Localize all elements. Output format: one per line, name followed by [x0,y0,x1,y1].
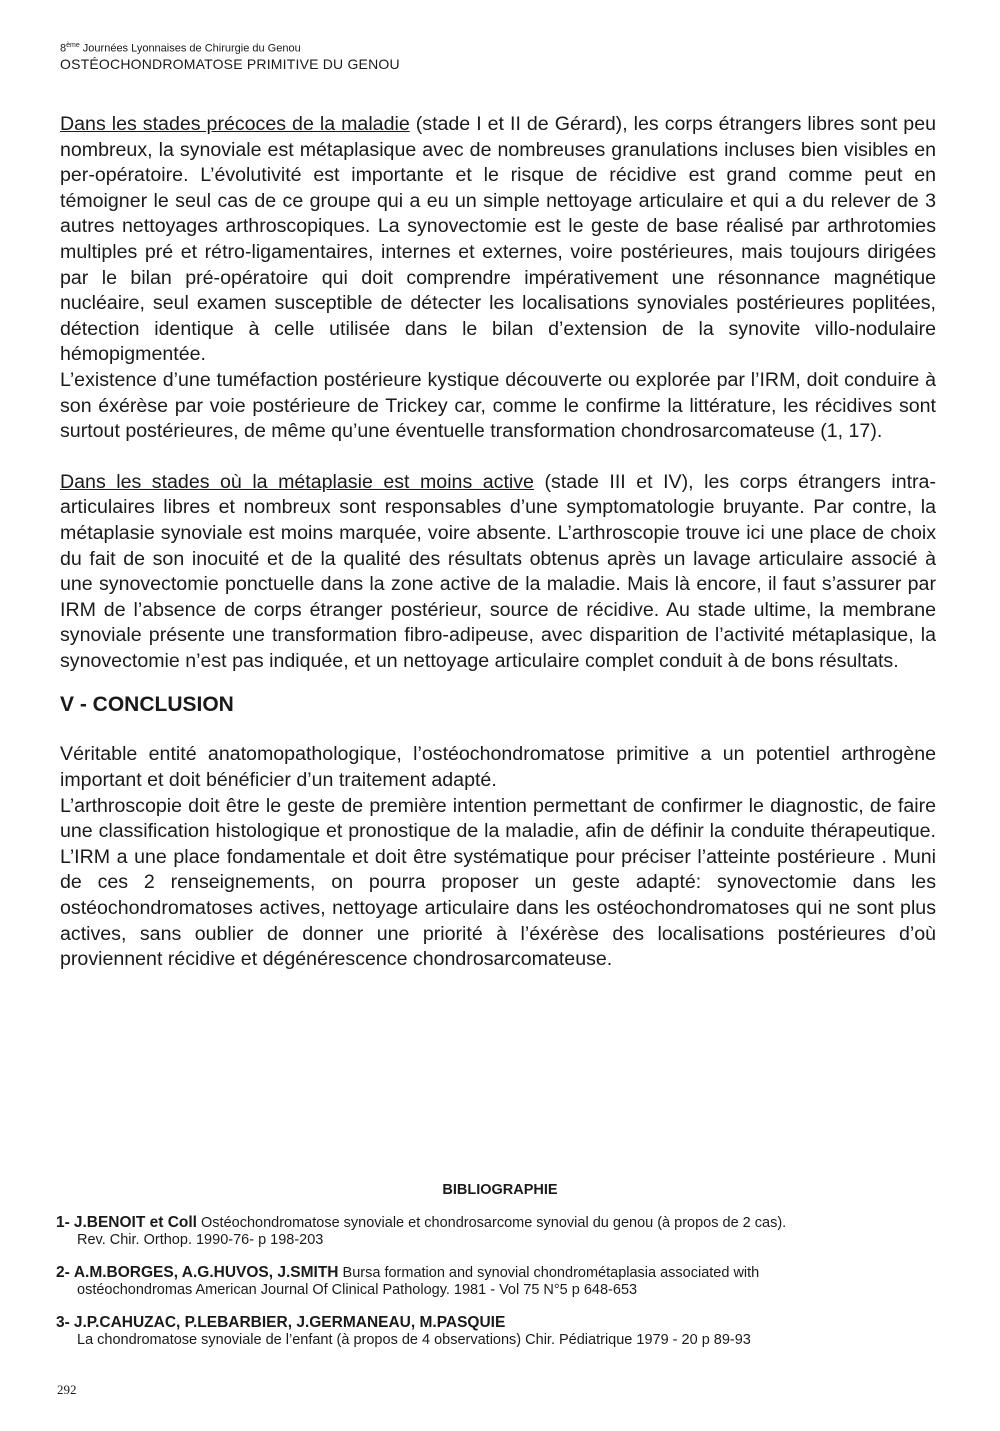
section-heading-conclusion: V - CONCLUSION [60,693,234,717]
bibliography-list [56,1214,936,1364]
reference-authors: J.BENOIT et Coll [73,1214,197,1231]
underlined-lead: Dans les stades précoces de la maladie [60,113,410,135]
reference-authors: J.P.CAHUZAC, P.LEBARBIER, J.GERMANEAU, M.PASQUIE [73,1314,506,1331]
bibliography-heading: BIBLIOGRAPHIE [442,1182,558,1198]
header-title: OSTÉOCHONDROMATOSE PRIMITIVE DU GENOU [60,55,400,72]
paragraph-conclusion-1: Véritable entité anatomopathologique, l’ostéochondromatose primitive a un potentiel arthrogène important et doit bénéficier d’un traitement adapté. [60,743,936,792]
reference-title: Bursa formation and synovial chondrométaplasia associated with [338,1265,760,1281]
header-conference-name: Journées Lyonnaises de Chirurgie du Genou [79,42,301,55]
running-header [60,38,400,72]
main-text [60,112,936,973]
reference-item [56,1264,936,1299]
reference-number: 2- [56,1264,70,1281]
reference-source: Rev. Chir. Orthop. 1990-76- p 198-203 [77,1232,324,1248]
paragraph-conclusion-2: L’arthroscopie doit être le geste de première intention permettant de confirmer le diagnostic, de faire une classification histologique et pronostique de la maladie, afin de définir la conduite thérapeutique. L’IRM a une place fondamentale et doit être systématique pour préciser l’atteinte postérieure . Muni de ces 2 renseignements, on pourra proposer un geste adapté: synovectomie dans les ostéochondromatoses actives, nettoyage articulaire dans les ostéochondromatoses qui ne sont plus actives, sans oublier de donner une priorité à l’éxérèse des localisations postérieures d’où proviennent récidive et dégénérescence chondrosarcomateuse. [60,794,936,971]
page-number: 292 [57,1382,77,1397]
underlined-lead: Dans les stades où la métaplasie est moins active [60,470,534,493]
reference-number: 1- [56,1214,70,1231]
paragraph-less-active-stages [60,470,936,675]
reference-number: 3- [56,1314,70,1331]
paragraph-text: (stade I et II de Gérard), les corps étrangers libres sont peu nombreux, la synoviale est métaplasique avec de nombreuses granulations incluses bien visibles en per-opératoire. L’évolutivité est importante et le risque de récidive est grand comme peut en témoigner le seul cas de ce groupe qui a eu un simple nettoyage articulaire et qui a du relever de 3 autres nettoyages arthroscopiques. La synovectomie est le geste de base réalisé par arthrotomies multiples pré et rétro-ligamentaires, internes et externes, voire postérieures, mais toujours dirigées par le bilan pré-opératoire qui doit comprendre impérativement une résonnance magnétique nucléaire, seul examen susceptible de détecter les localisations synoviales postérieures poplitées, détection identique à celle utilisée dans le bilan d’extension de la synovite villo-nodulaire hémopigmentée. [60,113,936,366]
paragraph-text: (stade III et IV), les corps étrangers intra-articulaires libres et nombreux sont responsables d’une symptomatologie bruyante. Par contre, la métaplasie synoviale est moins marquée, voire absente. L’arthroscopie trouve ici une place de choix du fait de son inocuité et de la qualité des résultats obtenus après un lavage articulaire associé à une synovectomie ponctuelle dans la zone active de la maladie. Mais là encore, il faut s’assurer par IRM de l’absence de corps étranger postérieur, source de récidive. Au stade ultime, la membrane synoviale présente une transformation fibro-adipeuse, avec disparition de l’activité métaplasique, la synovectomie n’est pas indiquée, et un nettoyage articulaire complet conduit à de bons résultats. [60,470,936,672]
reference-source: ostéochondromas American Journal Of Clinical Pathology. 1981 - Vol 75 N°5 p 648-653 [77,1282,638,1298]
paragraph-posterior-tumefaction: L’existence d’une tuméfaction postérieure kystique découverte ou explorée par l’IRM, doit conduire à son éxérèse par voie postérieure de Trickey car, comme le confirme la littérature, les récidives sont surtout postérieures, de même qu’une éventuelle transformation chondrosarcomateuse (1, 17). [60,368,936,443]
reference-title: Ostéochondromatose synoviale et chondrosarcome synovial du genou (à propos de 2 cas). [196,1215,787,1231]
reference-source: La chondromatose synoviale de l’enfant (à propos de 4 observations) Chir. Pédiatrique 1979 - 20 p 89-93 [77,1332,751,1348]
reference-authors: A.M.BORGES, A.G.HUVOS, J.SMITH [73,1264,339,1281]
header-edition-suffix: ème [66,42,80,49]
paragraph-early-stages [60,112,936,368]
paragraph-spacer [60,445,936,470]
header-conference [60,38,400,57]
reference-item [56,1314,936,1349]
header-edition-number: 8 [60,42,67,55]
reference-item [56,1214,936,1249]
